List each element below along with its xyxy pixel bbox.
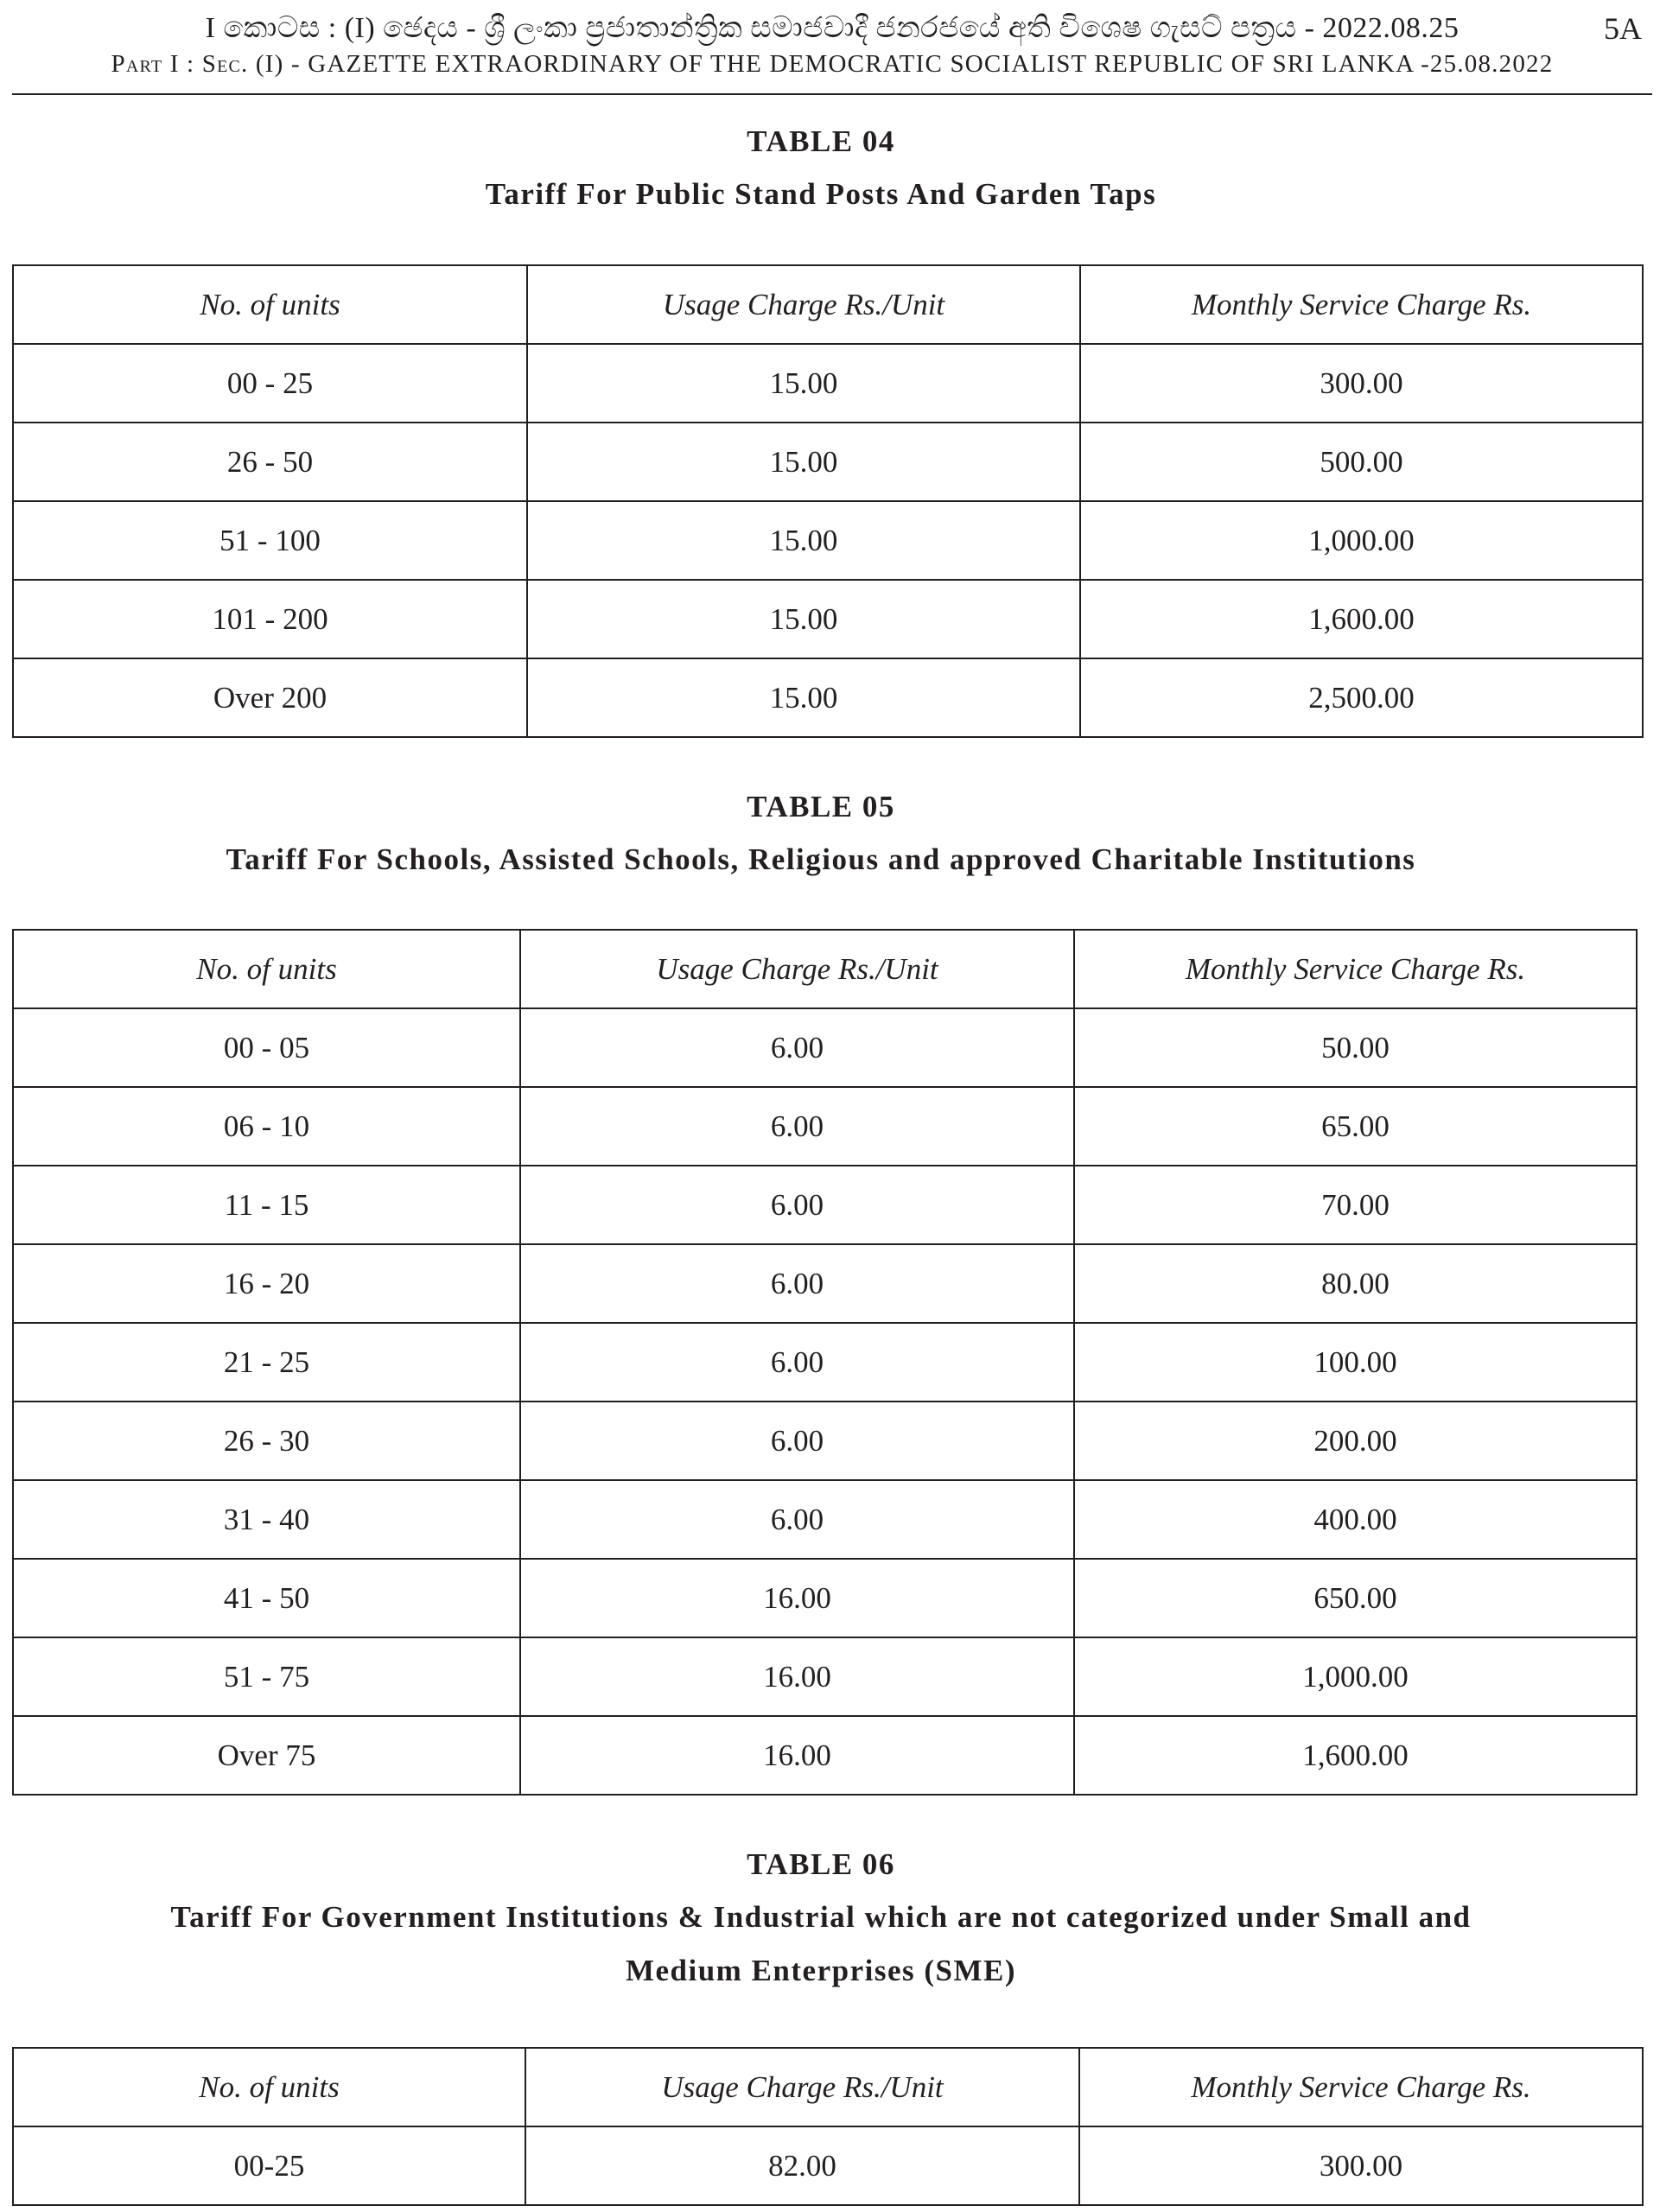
cell-usage-charge: 6.00: [520, 1008, 1074, 1087]
column-header-service-charge: Monthly Service Charge Rs.: [1079, 2048, 1643, 2126]
table-row: [13, 501, 1643, 580]
cell-units: 26 - 50: [13, 423, 527, 501]
cell-usage-charge: 15.00: [527, 344, 1080, 423]
table-row: [13, 658, 1643, 737]
table-row: [13, 1087, 1637, 1166]
cell-units: 00 - 25: [13, 344, 527, 423]
cell-usage-charge: 6.00: [520, 1480, 1074, 1559]
cell-usage-charge: 16.00: [520, 1716, 1074, 1795]
column-header-usage-charge: Usage Charge Rs./Unit: [525, 2048, 1079, 2126]
table-05: [12, 929, 1638, 1796]
cell-units: 00-25: [13, 2126, 525, 2205]
cell-service-charge: 1,600.00: [1080, 580, 1643, 658]
cell-units: 51 - 100: [13, 501, 527, 580]
column-header-units-rest: of units: [246, 951, 337, 986]
column-header-units-prefix: No.: [196, 951, 247, 986]
cell-usage-charge: 6.00: [520, 1244, 1074, 1323]
column-header-units: [13, 265, 527, 344]
table-header-row: [13, 265, 1643, 344]
table-row: [13, 1008, 1637, 1087]
cell-service-charge: 500.00: [1080, 423, 1643, 501]
cell-service-charge: 400.00: [1074, 1480, 1637, 1559]
cell-units: Over 200: [13, 658, 527, 737]
cell-usage-charge: 6.00: [520, 1402, 1074, 1480]
cell-service-charge: 80.00: [1074, 1244, 1637, 1323]
cell-service-charge: 300.00: [1079, 2126, 1643, 2205]
table-row: [13, 1480, 1637, 1559]
column-header-units: [13, 2048, 525, 2126]
cell-usage-charge: 16.00: [520, 1559, 1074, 1637]
table-04: [12, 264, 1644, 738]
table-row: [13, 1244, 1637, 1323]
cell-usage-charge: 15.00: [527, 658, 1080, 737]
cell-service-charge: 1,600.00: [1074, 1716, 1637, 1795]
cell-service-charge: 50.00: [1074, 1008, 1637, 1087]
header-english-line: [12, 50, 1652, 79]
cell-usage-charge: 6.00: [520, 1166, 1074, 1244]
column-header-usage-charge: Usage Charge Rs./Unit: [527, 265, 1080, 344]
cell-units: 21 - 25: [13, 1323, 520, 1402]
cell-units: 00 - 05: [13, 1008, 520, 1087]
table-06-title-line-2: Medium Enterprises (SME): [625, 1954, 1017, 1987]
table-row: [13, 1402, 1637, 1480]
cell-usage-charge: 15.00: [527, 501, 1080, 580]
cell-usage-charge: 82.00: [525, 2126, 1079, 2205]
table-row: [13, 1559, 1637, 1637]
cell-service-charge: 2,500.00: [1080, 658, 1643, 737]
cell-units: 16 - 20: [13, 1244, 520, 1323]
column-header-usage-charge: Usage Charge Rs./Unit: [520, 930, 1074, 1008]
cell-usage-charge: 15.00: [527, 580, 1080, 658]
page-header: [12, 0, 1652, 95]
cell-units: 11 - 15: [13, 1166, 520, 1244]
table-row: [13, 1716, 1637, 1795]
cell-service-charge: 300.00: [1080, 344, 1643, 423]
table-header-row: [13, 930, 1637, 1008]
cell-service-charge: 70.00: [1074, 1166, 1637, 1244]
table-row: [13, 580, 1643, 658]
table-row: [13, 1323, 1637, 1402]
cell-service-charge: 650.00: [1074, 1559, 1637, 1637]
page-number: 5A: [1604, 11, 1642, 46]
cell-units: 31 - 40: [13, 1480, 520, 1559]
cell-units: 26 - 30: [13, 1402, 520, 1480]
table-row: [13, 2126, 1643, 2205]
cell-units: 06 - 10: [13, 1087, 520, 1166]
table-05-number: TABLE 05: [747, 790, 895, 823]
column-header-units-prefix: No.: [199, 2069, 250, 2104]
table-06-number: TABLE 06: [747, 1847, 895, 1881]
column-header-units-prefix: No.: [200, 287, 251, 321]
cell-units: 41 - 50: [13, 1559, 520, 1637]
header-part-section: Part I : Sec.: [111, 50, 249, 78]
cell-usage-charge: 6.00: [520, 1087, 1074, 1166]
cell-units: Over 75: [13, 1716, 520, 1795]
table-row: [13, 423, 1643, 501]
cell-usage-charge: 6.00: [520, 1323, 1074, 1402]
cell-usage-charge: 15.00: [527, 423, 1080, 501]
cell-service-charge: 1,000.00: [1074, 1637, 1637, 1716]
column-header-units-rest: of units: [250, 287, 340, 321]
cell-usage-charge: 16.00: [520, 1637, 1074, 1716]
cell-service-charge: 200.00: [1074, 1402, 1637, 1480]
column-header-units-rest: of units: [249, 2069, 340, 2104]
table-row: [13, 344, 1643, 423]
table-header-row: [13, 2048, 1643, 2126]
table-row: [13, 1637, 1637, 1716]
column-header-units: [13, 930, 520, 1008]
cell-service-charge: 1,000.00: [1080, 501, 1643, 580]
table-row: [13, 1166, 1637, 1244]
table-06-title-line-1: Tariff For Government Institutions & Industrial which are not categorized under Small and: [170, 1900, 1472, 1934]
table-04-number: TABLE 04: [747, 124, 895, 158]
column-header-service-charge: Monthly Service Charge Rs.: [1080, 265, 1643, 344]
table-04-title: Tariff For Public Stand Posts And Garden Taps: [485, 177, 1157, 211]
cell-service-charge: 65.00: [1074, 1087, 1637, 1166]
cell-units: 51 - 75: [13, 1637, 520, 1716]
table-05-title: Tariff For Schools, Assisted Schools, Religious and approved Charitable Institutions: [226, 842, 1416, 876]
header-sinhala-line: I කොටස : (I) ඡෙදය - ශ්‍රී ලංකා ප්‍රජාතාන්ත්‍රික සමාජවාදී ජනරජයේ අති විශෙෂ ගැසට් පත්‍රය - 2022.08.25: [205, 12, 1460, 44]
header-english-rest: (I) - GAZETTE EXTRAORDINARY OF THE DEMOCRATIC SOCIALIST REPUBLIC OF SRI LANKA -25.08.2022: [248, 50, 1554, 78]
cell-service-charge: 100.00: [1074, 1323, 1637, 1402]
column-header-service-charge: Monthly Service Charge Rs.: [1074, 930, 1637, 1008]
table-06: [12, 2047, 1644, 2206]
cell-units: 101 - 200: [13, 580, 527, 658]
